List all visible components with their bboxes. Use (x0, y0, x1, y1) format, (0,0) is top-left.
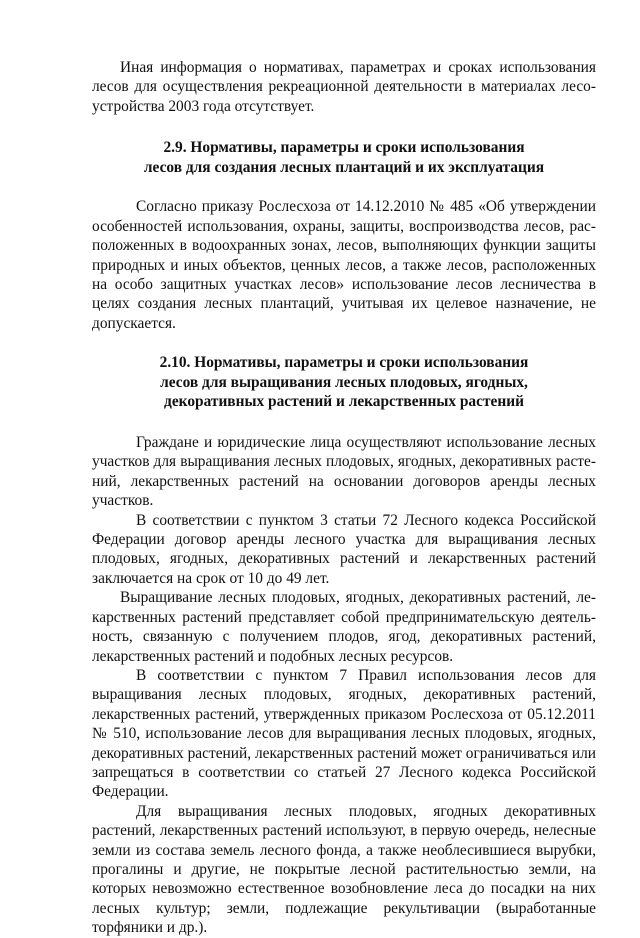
section-2-10-heading-line-2: лесов для выращивания лесных плодовых, ягодных, (160, 373, 528, 391)
section-2-9-heading-line-2: лесов для создания лесных плантаций и их эксплуатация (143, 158, 545, 176)
section-2-9-heading (92, 138, 596, 177)
section-2-9-heading-line-1: 2.9. Нормативы, параметры и сроки использования (163, 139, 525, 157)
section-2-10-paragraph-2: В соответствии с пунктом 3 статьи 72 Лесного кодекса Российской Федерации договор аренды лесного участка для выращивания лесных плодовых, ягодных, декоративных растений и лекарственных растений заключается на срок от 10 до 49 лет. (92, 511, 596, 587)
section-2-10-heading (92, 353, 596, 412)
section-2-10-paragraph-5: Для выращивания лесных плодовых, ягодных декоративных растений, лекарственных растений используют, в первую очередь, нелесные земли из состава земель лесного фонда, а также необлесившиеся вырубки, прогалины и другие, не покрытые лесной растительностью земли, на которых невозможно естественное возобновление леса до посадки на них лесных культур; земли, подлежащие рекультивации (выработанные торфяники и др.). (92, 802, 596, 937)
section-2-10-paragraph-1: Граждане и юридические лица осуществляют использование лесных участков для выращивания лесных плодовых, ягодных, декоративных растений, лекарственных растений на основании договоров аренды лесных участков. (92, 434, 596, 510)
section-2-10-heading-line-1: 2.10. Нормативы, параметры и сроки использования (159, 354, 529, 372)
intro-paragraph: Иная информация о нормативах, параметрах и сроках использования лесов для осуществления рекреационной деятельности в материалах лесоустройства 2003 года отсутствует. (92, 59, 596, 115)
section-2-9-paragraph: Согласно приказу Рослесхоза от 14.12.2010 № 485 «Об утверждении особенностей использования, охраны, защиты, воспроизводства лесов, расположенных в водоохранных зонах, лесов, выполняющих функции защиты природных и иных объектов, ценных лесов, а также лесов, расположенных на особо защитных участках лесов» использование лесов лесничества в целях создания лесных плантаций, учитывая их целевое назначение, не допускается. (92, 198, 596, 332)
section-2-10-heading-line-3: декоративных растений и лекарственных растений (164, 393, 524, 411)
section-2-10-paragraph-3: Выращивание лесных плодовых, ягодных, декоративных растений, лекарственных растений представляет собой предпринимательскую деятельность, связанную с получением плодов, ягод, декоративных растений, лекарственных растений и подобных лесных ресурсов. (92, 589, 596, 665)
document-page (92, 58, 596, 938)
section-2-10-paragraph-4: В соответствии с пунктом 7 Правил использования лесов для выращивания лесных плодовых, ягодных, декоративных растений, лекарственных растений, утвержденных приказом Рослесхоза от 05.12.2011 № 510, использование лесов для выращивания лесных плодовых, ягодных, декоративных растений, лекарственных растений может ограничиваться или запрещаться в соответствии со статьей 27 Лесного кодекса Российской Федерации. (92, 666, 596, 801)
